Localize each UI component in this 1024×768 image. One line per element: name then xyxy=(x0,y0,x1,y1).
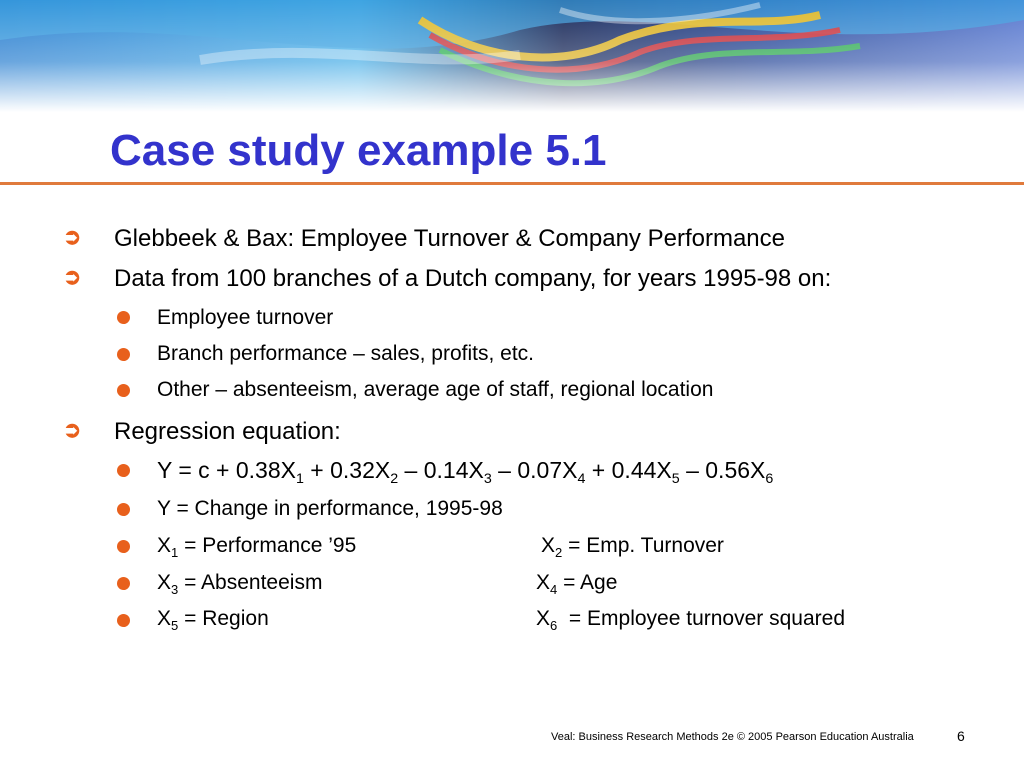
eq-sub-5: 5 xyxy=(671,470,680,487)
def-x6: $X_6$ = Employee turnover squared xyxy=(536,607,846,633)
slide-title: Case study example 5.1 xyxy=(110,126,607,175)
def-y: Y = Change in performance, 1995-98 xyxy=(157,497,503,520)
dot-bullet-icon xyxy=(117,614,130,627)
arrow-bullet-icon: ➲ xyxy=(63,417,82,442)
eq-sub-1: 1 xyxy=(295,470,304,487)
def-x1: $X_1$ = Performance ’95 xyxy=(157,534,357,560)
dot-bullet-icon xyxy=(117,503,130,516)
eq-sub-6: 6 xyxy=(765,470,774,487)
def-x3: $X_3$ = Absenteeism xyxy=(157,571,323,597)
dot-bullet-icon xyxy=(117,384,130,397)
slide-footer: Veal: Business Research Methods 2e © 2005 Pearson Education Australia xyxy=(551,731,914,743)
dot-bullet-icon xyxy=(117,577,130,590)
eq-sub-2: 2 xyxy=(390,470,399,487)
dot-bullet-icon xyxy=(117,348,130,361)
eq-sub-3: 3 xyxy=(483,470,492,487)
eq-term-1: Y = c + 0.38X xyxy=(157,457,296,483)
dot-bullet-icon xyxy=(117,464,130,477)
def-x5: $X_5$ = Region xyxy=(157,607,269,633)
eq-term-5: + 0.44X xyxy=(585,457,672,483)
bullet-data-source: Data from 100 branches of a Dutch company, for years 1995-98 on: xyxy=(114,265,832,292)
sub-bullet-other: Other – absenteeism, average age of staff, regional location xyxy=(157,378,714,401)
eq-term-4: – 0.07X xyxy=(491,457,578,483)
bullet-regression: Regression equation: xyxy=(114,418,341,445)
def-x4: $X_4$ = Age xyxy=(536,571,618,597)
dot-bullet-icon xyxy=(117,540,130,553)
regression-equation xyxy=(157,457,774,487)
arrow-bullet-icon: ➲ xyxy=(63,224,82,249)
eq-term-2: + 0.32X xyxy=(303,457,391,483)
sub-bullet-turnover: Employee turnover xyxy=(157,306,334,329)
page-number: 6 xyxy=(957,728,965,744)
eq-term-6: – 0.56X xyxy=(679,457,766,483)
dot-bullet-icon xyxy=(117,311,130,324)
arrow-bullet-icon: ➲ xyxy=(63,264,82,289)
def-x2: $X_2$ = Emp. Turnover xyxy=(541,534,724,560)
bullet-glebbeek: Glebbeek & Bax: Employee Turnover & Company Performance xyxy=(114,225,785,252)
eq-term-3: – 0.14X xyxy=(398,457,484,483)
eq-sub-4: 4 xyxy=(577,470,586,487)
sub-bullet-performance: Branch performance – sales, profits, etc. xyxy=(157,342,535,365)
